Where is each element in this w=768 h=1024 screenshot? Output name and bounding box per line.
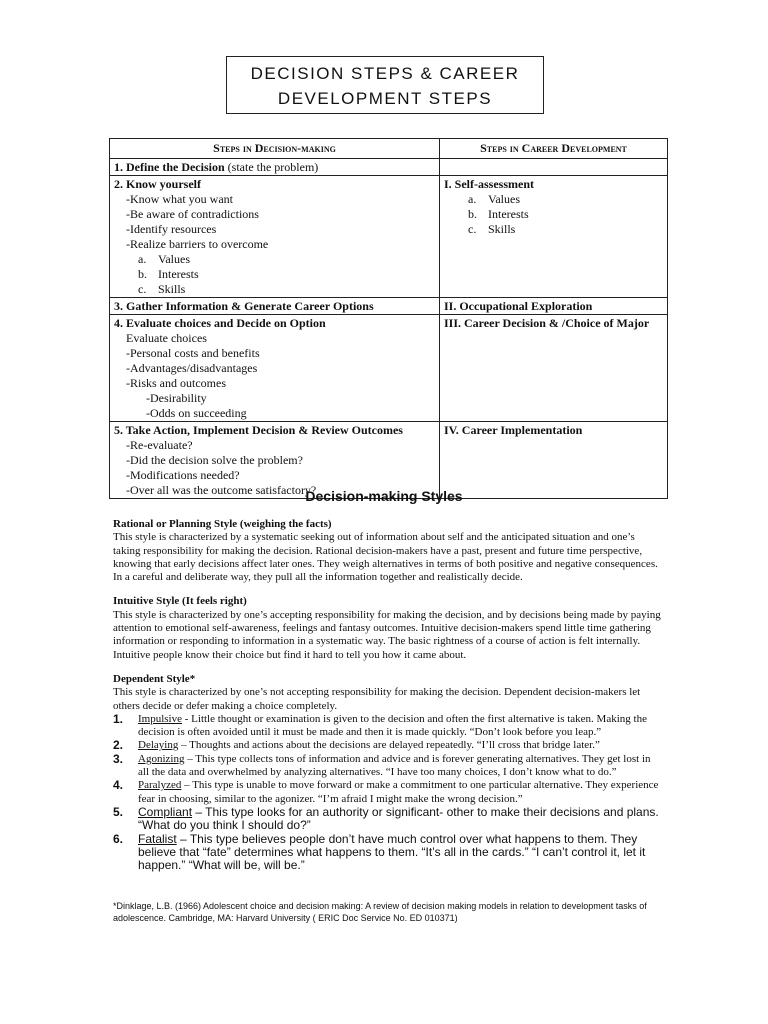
style-type-sep: – — [178, 739, 190, 752]
header-decision-making-label: Steps in Decision-making — [213, 141, 336, 155]
style-type-name: Paralyzed — [138, 779, 182, 792]
row4-right-head: III. Career Decision & /Choice of Major — [444, 316, 650, 330]
list-item: -Realize barriers to overcome — [126, 237, 269, 251]
row4-left — [110, 315, 440, 422]
style-type-name: Delaying — [138, 739, 179, 752]
list-text: Values — [158, 252, 190, 266]
style-type-sep: - — [182, 712, 192, 725]
row1-left-rest: (state the problem) — [224, 160, 319, 174]
dependent-heading: Dependent Style* — [113, 672, 196, 685]
list-letter: c. — [468, 222, 477, 236]
table-row — [110, 422, 668, 499]
row3-right-head: II. Occupational Exploration — [444, 299, 593, 313]
list-item: -Know what you want — [126, 192, 233, 206]
list-item: -Desirability — [146, 391, 207, 405]
list-number: 3. — [113, 751, 124, 766]
list-item: Evaluate choices — [126, 331, 207, 345]
table-row — [110, 159, 668, 176]
intuitive-heading: Intuitive Style (It feels right) — [113, 595, 247, 608]
rational-section — [113, 518, 661, 584]
style-type-desc: Thoughts and actions about the decisions are delayed repeatedly. “I’ll cross that bridge later.” — [189, 739, 600, 752]
list-text: Interests — [488, 207, 529, 221]
row3-right — [440, 298, 668, 315]
intuitive-section — [113, 595, 661, 661]
list-item: -Advantages/disadvantages — [126, 361, 258, 375]
dependent-text: This style is characterized by one’s not accepting responsibility for making the decision. Dependent decision-makers let others decide or defer making a choice completely. — [113, 686, 641, 712]
list-item: -Did the decision solve the problem? — [126, 453, 303, 467]
style-type-desc: This type is unable to move forward or make a commitment to one particular alternative. They experience fear in choosing, similar to the agonizer. “I’m afraid I might make the wrong decision.” — [138, 779, 659, 805]
table-header-row — [110, 139, 668, 159]
row5-left-head: 5. Take Action, Implement Decision & Review Outcomes — [114, 423, 403, 437]
list-number: 6. — [113, 831, 124, 846]
list-item: -Re-evaluate? — [126, 438, 193, 452]
list-number: 2. — [113, 738, 124, 753]
list-letter: a. — [138, 252, 147, 266]
list-item — [114, 282, 435, 297]
style-type-desc: This type believes people don’t have much control over what happens to them. They believe that “fate” determines what happens to them. “It’s all in the cards.” “I can’t control it, let it happen.” “What will be, will be.” — [138, 831, 646, 873]
row5-left — [110, 422, 440, 499]
header-decision-making — [110, 139, 440, 159]
list-text: Skills — [488, 222, 516, 236]
list-item: -Personal costs and benefits — [126, 346, 260, 360]
list-item: -Modifications needed? — [126, 468, 240, 482]
footnote: *Dinklage, L.B. (1966) Adolescent choice and decision making: A review of decision making models in relation to development tasks of adolescence. Cambridge, MA: Harvard University ( ERIC Doc Service No. ED 010371) — [113, 901, 647, 923]
list-item — [113, 713, 661, 740]
rational-text: This style is characterized by a systematic seeking out of information about self and the anticipated situation and one’s taking responsibility for making the decision. Rational decision-makers have a past, present and future time perspective, knowing that early decisions affect later ones. They weigh alternatives in terms of both positive and negative consequences. In a careful and deliberate way, they pull all the information together and realistically decide. — [113, 531, 658, 584]
list-text — [138, 713, 661, 740]
list-text — [138, 806, 661, 833]
title-line-1: DECISION STEPS & CAREER — [250, 64, 520, 83]
list-item — [113, 753, 661, 780]
rational-heading: Rational or Planning Style (weighing the facts) — [113, 518, 332, 530]
row2-left — [110, 176, 440, 298]
row1-left-head: 1. Define the Decision — [114, 160, 225, 174]
header-career-development-label: Steps in Career Development — [480, 141, 627, 155]
style-type-name: Fatalist — [138, 831, 177, 846]
list-number: 4. — [113, 778, 124, 793]
list-item — [114, 267, 435, 282]
list-item — [113, 806, 661, 833]
style-type-name: Impulsive — [138, 712, 182, 725]
list-letter: b. — [468, 207, 477, 221]
list-item — [444, 222, 663, 237]
table-row — [110, 176, 668, 298]
style-type-sep: – — [184, 752, 196, 765]
list-text: Interests — [158, 267, 199, 281]
list-item: -Risks and outcomes — [126, 376, 226, 390]
row3-left — [110, 298, 440, 315]
row3-left-head: 3. Gather Information & Generate Career Options — [114, 299, 374, 313]
list-text — [138, 739, 661, 752]
row1-right — [440, 159, 668, 176]
list-item — [113, 739, 661, 752]
style-type-desc: This type collects tons of information and advice and is forever generating alternatives. They get lost in all the data and overwhelmed by analyzing alternatives. “I have too many choices, I don’t know what to do.” — [138, 752, 651, 779]
styles-body — [113, 518, 661, 872]
row2-left-head: 2. Know yourself — [114, 177, 201, 191]
intuitive-text: This style is characterized by one’s accepting responsibility for making the decision, and by decisions being made by paying attention to emotional self-awareness, feelings and fantasy outcomes. Intuitive decision-makers spend little time gathering information or responding to information in a systematic way. The basic rightness of a course of action is felt internally. Intuitive people know their choice but find it hard to tell you how it came about. — [113, 608, 661, 661]
header-career-development — [440, 139, 668, 159]
style-type-name: Agonizing — [138, 752, 185, 765]
list-letter: c. — [138, 282, 147, 296]
style-type-sep: – — [192, 804, 206, 819]
list-item — [114, 252, 435, 267]
row2-right-head: I. Self-assessment — [444, 177, 534, 191]
document-title-box — [226, 56, 544, 114]
list-letter: a. — [468, 192, 477, 206]
row4-left-head: 4. Evaluate choices and Decide on Option — [114, 316, 326, 330]
style-type-desc: This type looks for an authority or significant- other to make their decisions and plans. “What do you think I should do?” — [138, 804, 659, 833]
list-number: 5. — [113, 804, 124, 819]
row5-right — [440, 422, 668, 499]
title-line-2: DEVELOPMENT STEPS — [277, 89, 493, 108]
row1-left — [110, 159, 440, 176]
list-text — [138, 779, 661, 806]
row5-right-head: IV. Career Implementation — [444, 423, 583, 437]
list-number: 1. — [113, 711, 124, 726]
table-row — [110, 315, 668, 422]
list-text — [138, 753, 661, 780]
dependent-section — [113, 673, 661, 872]
row2-right — [440, 176, 668, 298]
list-text: Skills — [158, 282, 186, 296]
list-text — [138, 833, 661, 873]
table-row — [110, 298, 668, 315]
list-item: -Odds on succeeding — [146, 406, 247, 420]
style-type-sep: – — [181, 779, 193, 792]
list-item — [444, 207, 663, 222]
list-item — [444, 192, 663, 207]
row4-right — [440, 315, 668, 422]
list-item: -Identify resources — [126, 222, 217, 236]
steps-table — [109, 138, 668, 499]
style-type-name: Compliant — [138, 804, 193, 819]
style-type-desc: Little thought or examination is given to the decision and often the first alternative is taken. Making the decision is often avoided until it must be made and then it is made quickly. “Don’t look before you leap.” — [138, 712, 647, 739]
list-item: -Over all was the outcome satisfactory? — [126, 483, 317, 497]
list-text: Values — [488, 192, 520, 206]
list-letter: b. — [138, 267, 147, 281]
list-item — [113, 779, 661, 806]
list-item — [113, 833, 661, 873]
list-item: -Be aware of contradictions — [126, 207, 259, 221]
styles-heading: Decision-making Styles — [305, 488, 463, 504]
style-type-sep: – — [176, 831, 190, 846]
